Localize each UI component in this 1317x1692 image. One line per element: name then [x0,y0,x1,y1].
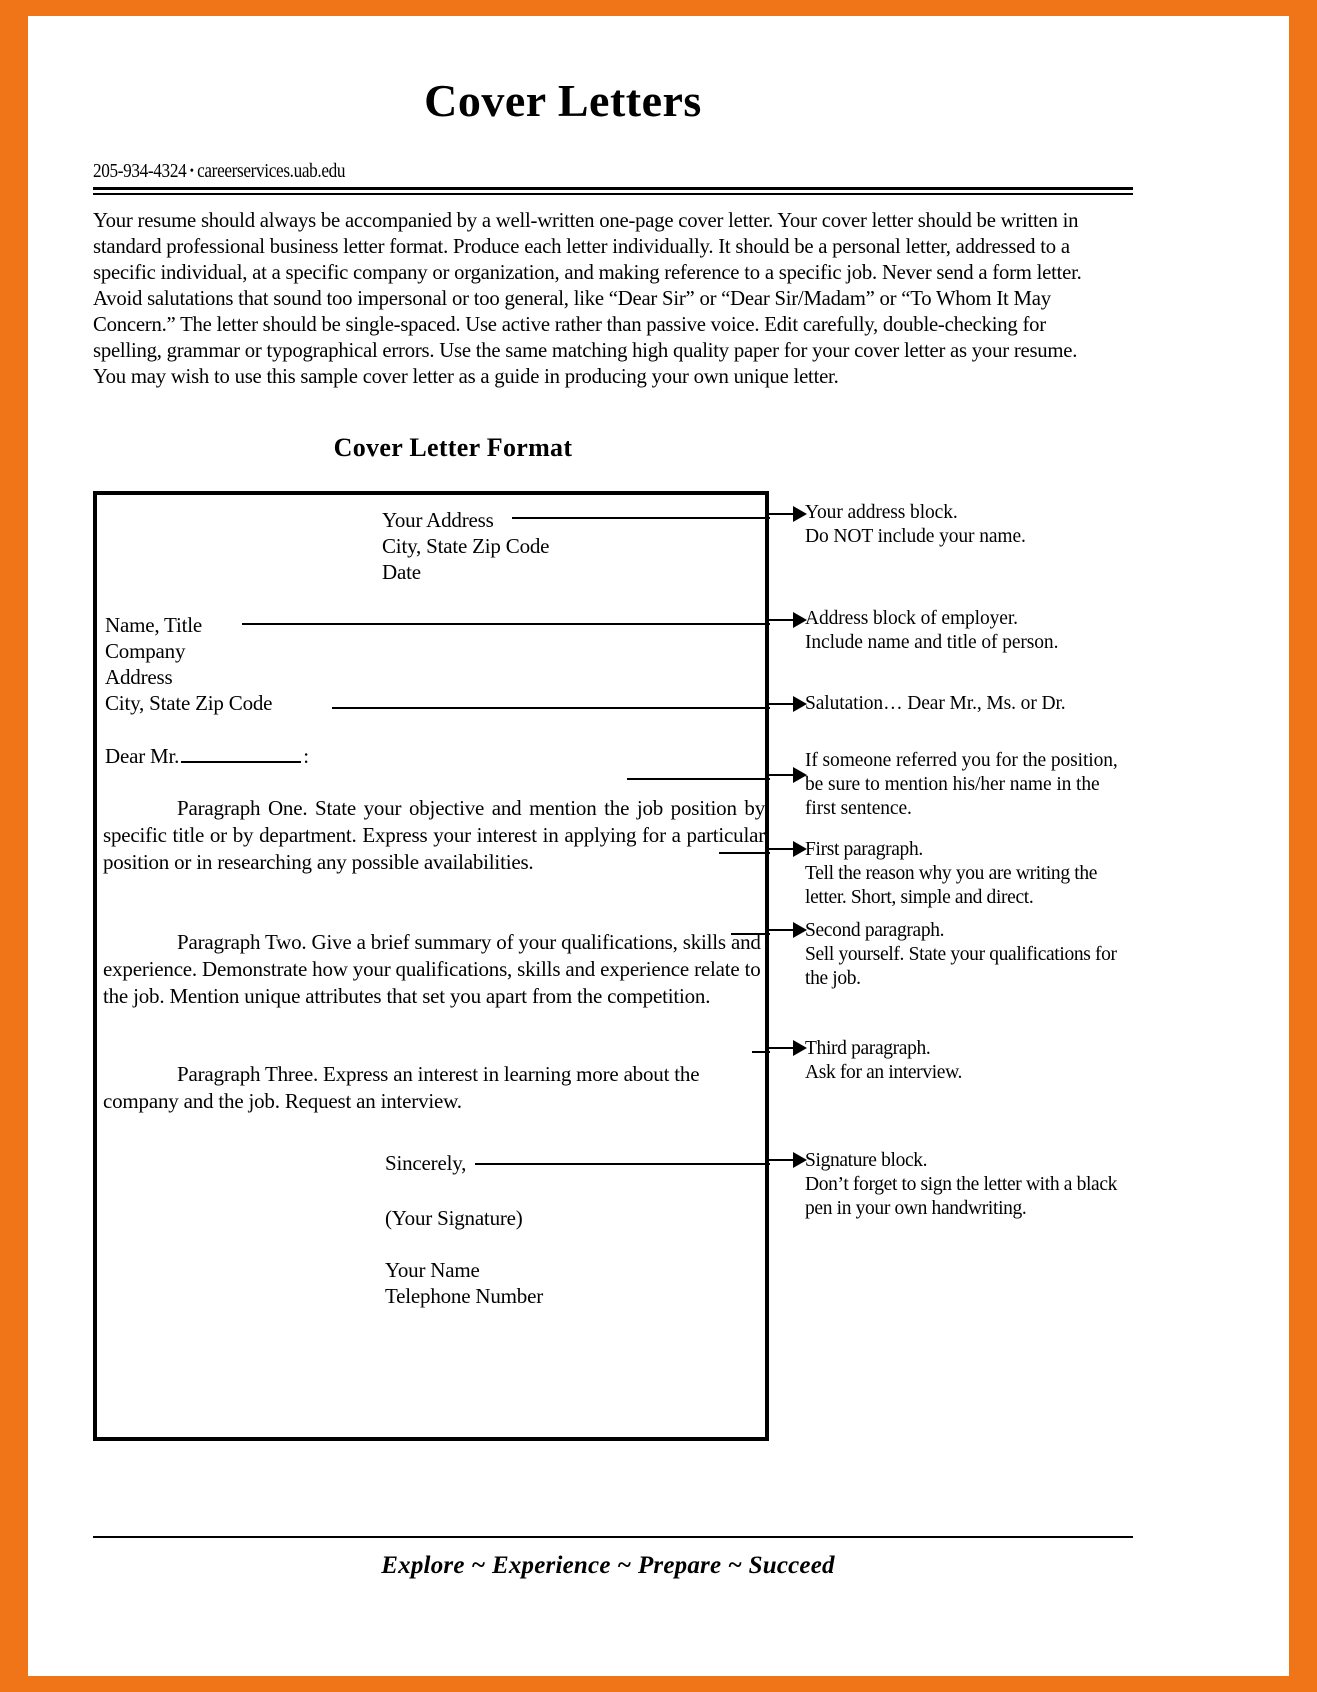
annotation-employer-address-line-1: Address block of employer. [805,608,1018,629]
page-footer [93,1536,1133,1580]
sender-name: Your Name [385,1258,480,1282]
annotation-signature-block-line-2: Don’t forget to sign the letter with a black [805,1174,1118,1195]
closing-text: Sincerely, [385,1151,467,1175]
annotation-second-paragraph-line-2: Sell yourself. State your qualifications for [805,944,1117,965]
intro-paragraph: Your resume should always be accompanied by a well-written one-page cover letter. Your cover letter should be written in standard professional business letter format. Produce each letter individually. It should be a personal letter, addressed to a specific individual, at a specific company or organization, and making reference to a specific job. Never send a form letter. Avoid salutations that sound too impersonal or too general, like “Dear Sir” or “Dear Sir/Madam” or “To Whom It May Concern.” The letter should be single-spaced. Use active rather than passive voice. Edit carefully, double-checking for spelling, grammar or typographical errors. Use the same matching high quality paper for your cover letter as your resume. You may wish to use this sample cover letter as a guide in producing your own unique letter. [93,208,1082,388]
document-sheet [28,16,1289,1676]
annotation-referral-line-3: first sentence. [805,798,912,819]
recipient-line-4: City, State Zip Code [105,691,273,715]
annotation-third-paragraph-line-2: Ask for an interview. [805,1062,963,1083]
annotation-signature-block-line-1: Signature block. [805,1150,928,1171]
leader-line-first-paragraph [719,852,770,854]
recipient-line-2: Company [105,639,186,663]
leader-line-salutation [332,707,770,709]
footer-divider [93,1536,1133,1538]
annotation-third-paragraph [805,1037,1157,1085]
document-content [93,46,1183,1646]
page-title: Cover Letters [424,75,702,126]
sender-address-line-3: Date [382,560,421,584]
annotation-second-paragraph-line-1: Second paragraph. [805,920,945,941]
salutation-blank-field [181,747,301,763]
leader-line-signature-block [475,1163,770,1165]
annotation-referral-line-2: be sure to mention his/her name in the [805,774,1100,795]
header-divider [93,187,1133,195]
closing-line [385,1150,466,1176]
annotation-salutation-line-1: Salutation… Dear Mr., Ms. or Dr. [805,693,1066,714]
salutation-prefix: Dear Mr. [105,744,180,768]
cover-letter-diagram [93,491,1163,1451]
sender-name-block [385,1257,543,1309]
annotation-first-paragraph-line-3: letter. Short, simple and direct. [805,887,1034,908]
annotation-salutation [805,692,1157,716]
annotation-your-address-line-2: Do NOT include your name. [805,526,1026,547]
leader-line-second-paragraph [731,933,770,935]
letter-paragraph-three: Paragraph Three. Express an interest in learning more about the company and the job. Request an interview. [103,1062,700,1113]
letter-paragraph-one: Paragraph One. State your objective and mention the job position by specific title or by department. Express your interest in applying for a particular position or in researching any possible availabilities. [103,796,765,874]
bullet-separator-icon: • [189,164,194,179]
annotation-employer-address-line-2: Include name and title of person. [805,632,1059,653]
phone-number: 205-934-4324 [93,160,187,182]
annotation-signature-block-line-3: pen in your own handwriting. [805,1198,1027,1219]
annotation-referral-line-1: If someone referred you for the position, [805,750,1118,771]
signature-placeholder-text: (Your Signature) [385,1206,523,1230]
salutation-line [105,743,309,769]
salutation-suffix: : [303,744,309,768]
letter-paragraph-two: Paragraph Two. Give a brief summary of your qualifications, skills and experience. Demonstrate how your qualifications, skills and experience relate to the job. Mention unique attributes that set you apart from the competition. [103,930,761,1008]
annotation-second-paragraph-line-3: the job. [805,968,861,989]
annotation-first-paragraph-line-2: Tell the reason why you are writing the [805,863,1098,884]
sender-address-line-1: Your Address [382,508,494,532]
annotation-your-address [805,501,1157,549]
annotation-referral [805,749,1157,821]
leader-line-third-paragraph [752,1051,770,1053]
annotation-first-paragraph-line-1: First paragraph. [805,839,923,860]
leader-line-referral [627,778,770,780]
annotation-second-paragraph [805,919,1157,991]
recipient-address-block [105,612,272,716]
signature-placeholder [385,1205,523,1231]
recipient-line-1: Name, Title [105,613,202,637]
website-url: careerservices.uab.edu [197,160,346,182]
footer-tagline: Explore ~ Experience ~ Prepare ~ Succeed [381,1552,835,1579]
contact-line [93,160,1030,183]
annotation-first-paragraph [805,838,1157,910]
annotation-third-paragraph-line-1: Third paragraph. [805,1038,931,1059]
sender-address-line-2: City, State Zip Code [382,534,550,558]
leader-line-your-address [512,517,770,519]
annotation-employer-address [805,607,1157,655]
sender-phone: Telephone Number [385,1284,544,1308]
section-heading: Cover Letter Format [333,433,573,462]
recipient-line-3: Address [105,665,173,689]
sample-letter-box [93,491,769,1441]
annotation-signature-block [805,1149,1157,1221]
leader-line-employer-address [242,623,770,625]
annotation-your-address-line-1: Your address block. [805,502,958,523]
